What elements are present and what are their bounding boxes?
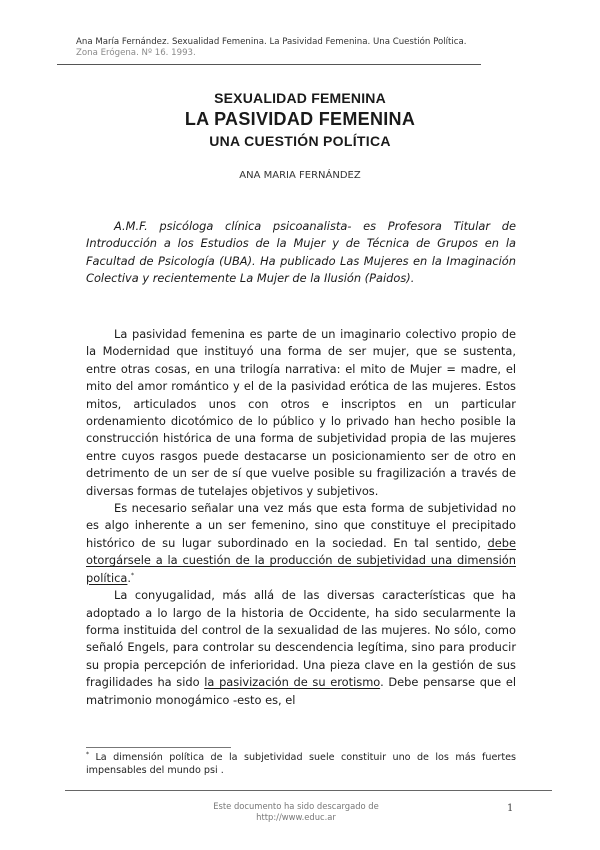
paragraph-2-end: . — [127, 570, 132, 585]
page-number: 1 — [507, 803, 514, 814]
footer-note — [196, 801, 396, 823]
footer-rule — [65, 790, 552, 791]
footnote-mark: * — [86, 750, 89, 758]
paragraph-1: La pasividad femenina es parte de un imaginario colectivo propio de la Modernidad que instituyó una forma de ser mujer, que se sustenta, entre otras cosas, en una trilogía narrativa: el mito de Mujer = madre, el mito del amor romántico y el de la pasividad erótica de las mujeres. Estos mitos, articulados unos con otros e inscriptos en un particular ordenamiento dicotómico de lo público y lo privado han hecho posible la construcción histórica de una forma de subjetividad propia de las mujeres entre cuyos rasgos puede destacarse un posicionamiento ser de otro en detrimento de un ser de sí que vuelve posible su fragilización a través de diversas formas de tutelajes objetivos y subjetivos. — [86, 327, 516, 498]
running-head — [76, 37, 556, 59]
footer-url[interactable]: http://www.educ.ar — [256, 812, 336, 822]
paragraph-2-text: Es necesario señalar una vez más que esta forma de subjetividad no es algo inherente a un ser femenino, sino que constituye el precipitado histórico de su lugar subordinado en la sociedad. En tal sentido, — [86, 501, 516, 550]
author-name: ANA MARIA FERNÁNDEZ — [239, 170, 361, 181]
paragraph-3-underlined: la pasivización de su erotismo — [204, 675, 381, 690]
paragraph-2-underlined: debe otorgársele a la cuestión de la producción de subjetividad una dimensión política — [86, 535, 516, 585]
footnote — [86, 752, 516, 777]
running-head-source: Zona Erógena. Nº 16. 1993. — [76, 48, 196, 58]
running-head-citation: Ana María Fernández. Sexualidad Femenina. La Pasividad Femenina. Una Cuestión Política. — [76, 37, 467, 47]
paragraph-3 — [86, 587, 516, 709]
paragraph-3-end: . Debe pensarse que el matrimonio monogámico -esto es, el — [86, 675, 516, 707]
title-line-3: UNA CUESTIÓN POLÍTICA — [209, 133, 391, 149]
paragraph-3-text: La conyugalidad, más allá de las diversas características que ha adoptado a lo largo de la historia de Occidente, ha sido secularmente la forma instituida del control de la sexualidad de las mujeres. No sólo, como señaló Engels, para controlar su descendencia legítima, sino para producir su propia percepción de inferioridad. Una pieza clave en la gestión de sus fragilidades ha sido — [86, 588, 516, 690]
bio-text: A.M.F. psicóloga clínica psicoanalista- es Profesora Titular de Introducción a los Estudios de la Mujer y de Técnica de Grupos en la Facultad de Psicología (UBA). Ha publicado Las Mujeres en la Imaginación Colectiva y recientemente La Mujer de la Ilusión (Paidos). — [86, 219, 516, 286]
footnote-reference[interactable]: * — [131, 571, 135, 579]
title-line-1: SEXUALIDAD FEMENINA — [214, 90, 386, 106]
paragraph-2 — [86, 500, 516, 587]
header-rule — [57, 64, 481, 65]
title-line-2: LA PASIVIDAD FEMENINA — [184, 109, 416, 129]
footer-download-text: Este documento ha sido descargado de — [213, 801, 379, 811]
footnote-rule — [86, 747, 231, 748]
footnote-text: La dimensión política de la subjetividad suele constituir uno de los más fuertes impensables del mundo psi . — [86, 752, 516, 776]
author-bio — [86, 218, 516, 288]
article-body — [86, 326, 516, 709]
